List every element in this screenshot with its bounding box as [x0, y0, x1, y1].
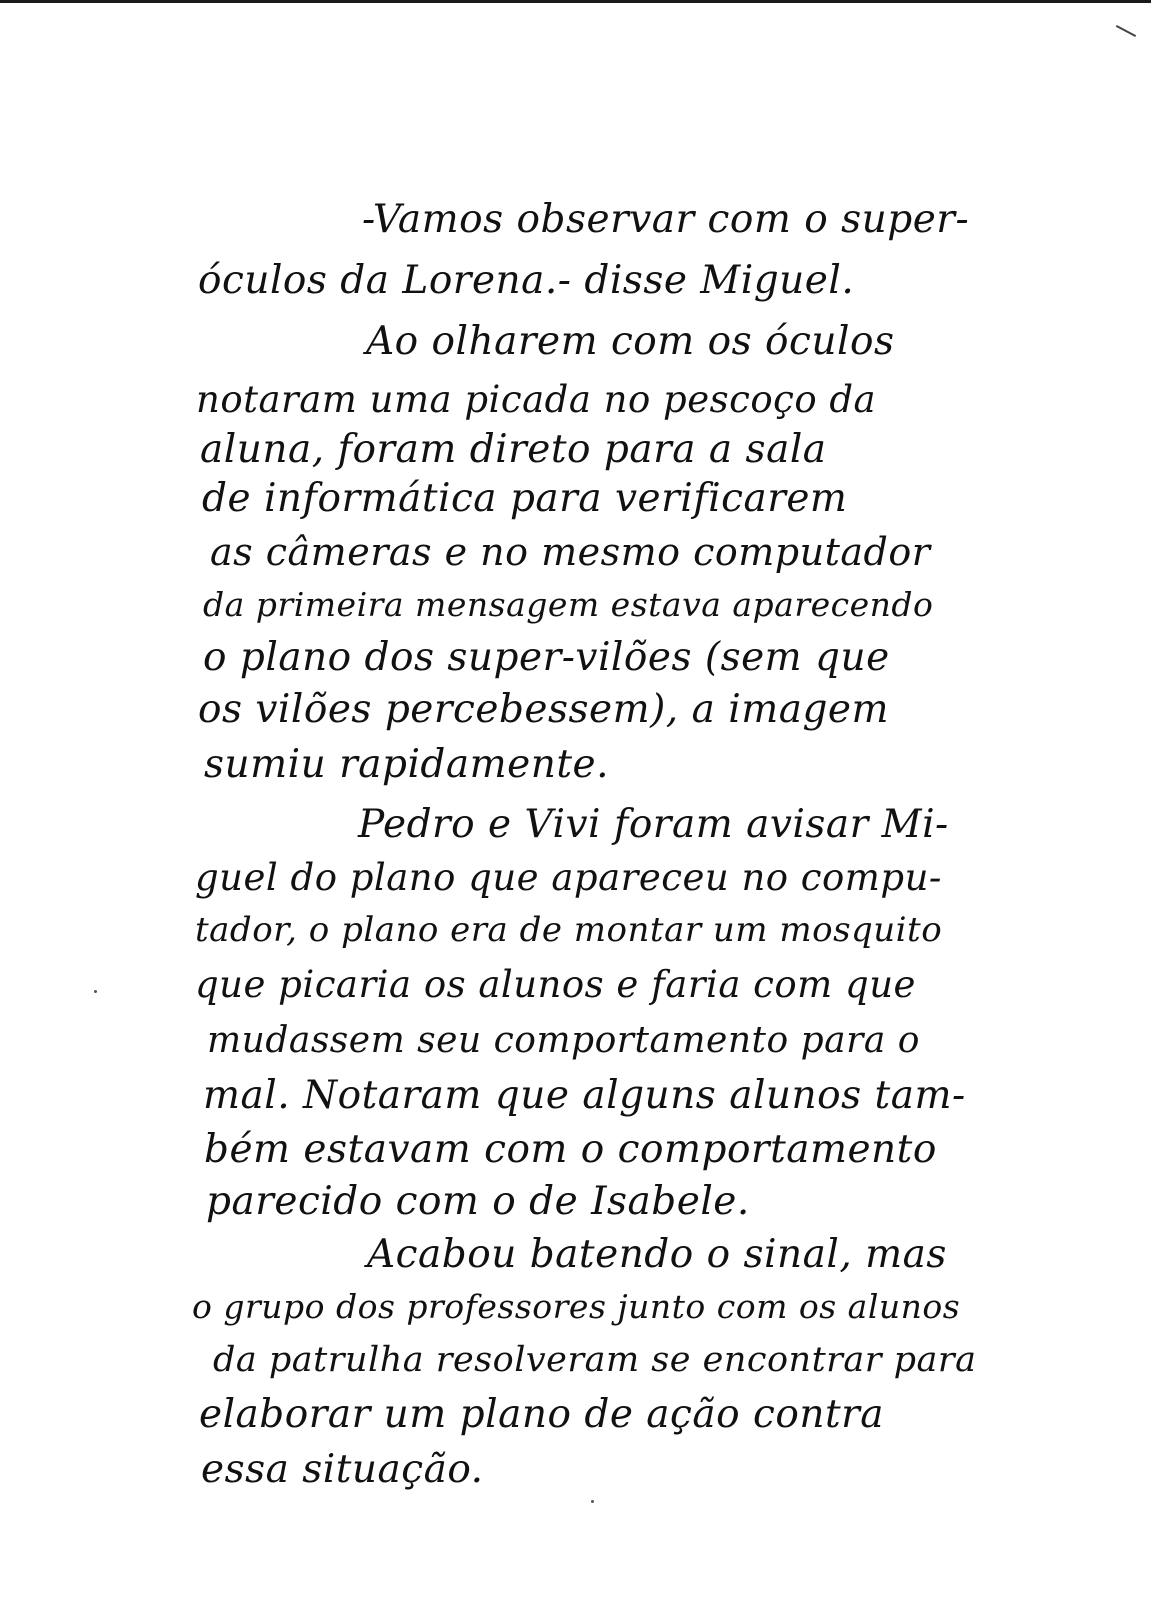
- handwritten-line-4: notaram uma picada no pescoço da: [196, 378, 877, 421]
- handwritten-line-23: elaborar um plano de ação contra: [199, 1392, 885, 1437]
- handwritten-line-24: essa situação.: [201, 1447, 484, 1492]
- handwritten-line-8: da primeira mensagem estava aparecendo: [203, 585, 934, 624]
- handwritten-line-21: o grupo dos professores junto com os alunos: [192, 1287, 961, 1326]
- handwritten-line-22: da patrulha resolveram se encontrar para: [213, 1340, 977, 1380]
- handwritten-line-19: parecido com o de Isabele.: [206, 1179, 750, 1224]
- handwritten-line-5: aluna, foram direto para a sala: [200, 427, 827, 472]
- handwritten-line-15: que picaria os alunos e faria com que: [195, 963, 916, 1006]
- handwritten-line-6: de informática para verificarem: [202, 476, 848, 521]
- handwritten-line-3: Ao olharem com os óculos: [366, 319, 895, 364]
- handwritten-line-1: -Vamos observar com o super-: [362, 197, 970, 242]
- handwritten-line-13: guel do plano que apareceu no compu-: [195, 856, 942, 899]
- handwritten-line-2: óculos da Lorena.- disse Miguel.: [198, 258, 855, 303]
- handwritten-line-16: mudassem seu comportamento para o: [207, 1020, 920, 1061]
- handwritten-line-9: o plano dos super-vilões (sem que: [203, 635, 890, 680]
- handwritten-line-11: sumiu rapidamente.: [204, 742, 609, 787]
- handwritten-line-7: as câmeras e no mesmo computador: [210, 530, 931, 574]
- handwritten-line-10: os vilões percebessem), a imagem: [198, 687, 889, 732]
- handwritten-line-18: bém estavam com o comportamento: [204, 1127, 937, 1172]
- handwritten-line-12: Pedro e Vivi foram avisar Mi-: [358, 802, 949, 847]
- handwritten-line-20: Acabou batendo o sinal, mas: [367, 1232, 947, 1277]
- handwritten-line-17: mal. Notaram que alguns alunos tam-: [203, 1073, 966, 1118]
- handwritten-line-14: tador, o plano era de montar um mosquito: [195, 910, 943, 950]
